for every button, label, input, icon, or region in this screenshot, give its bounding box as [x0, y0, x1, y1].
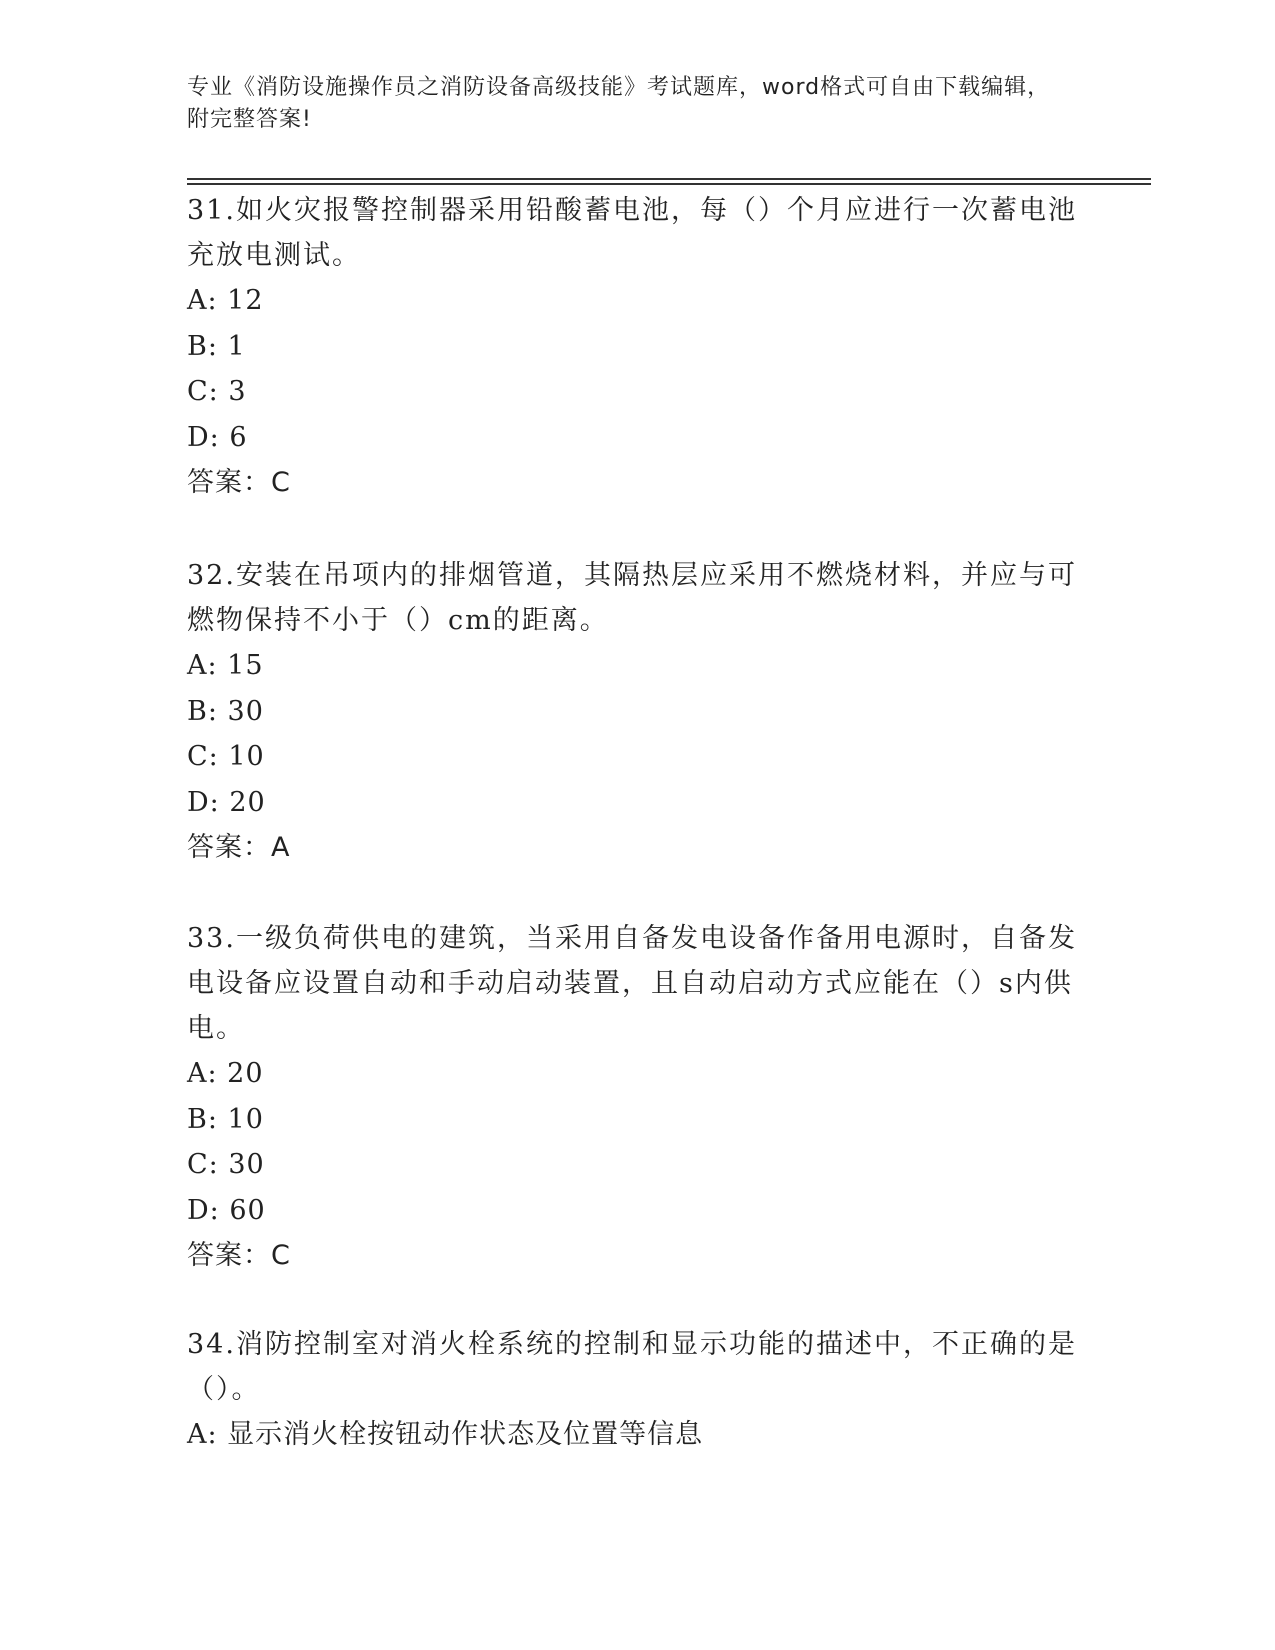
option-a: A: 12 [187, 285, 264, 316]
option-b: B: 10 [187, 1103, 264, 1135]
question-34 [187, 1322, 1087, 1458]
question-31 [187, 188, 1087, 505]
question-stem: 32.安装在吊项内的排烟管道，其隔热层应采用不燃烧材料，并应与可燃物保持不小于（）cm的距离。 [187, 560, 1077, 636]
option-d: D: 6 [187, 421, 248, 453]
question-answer: 答案：C [187, 1240, 291, 1271]
option-d: D: 20 [187, 786, 266, 818]
question-stem: 34.消防控制室对消火栓系统的控制和显示功能的描述中，不正确的是（）。 [187, 1329, 1077, 1405]
option-c: C: 30 [187, 1149, 265, 1180]
option-b: B: 30 [187, 695, 264, 727]
question-answer: 答案：C [187, 467, 291, 498]
document-header: 专业《消防设施操作员之消防设备高级技能》考试题库，word格式可自由下载编辑，附完整答案! [187, 75, 1051, 132]
question-answer: 答案：A [187, 832, 291, 863]
header-divider-bottom [187, 183, 1151, 185]
option-a: A: 显示消火栓按钮动作状态及位置等信息 [187, 1419, 704, 1450]
question-32 [187, 553, 1087, 870]
option-d: D: 60 [187, 1194, 266, 1226]
question-stem: 31.如火灾报警控制器采用铅酸蓄电池，每（）个月应进行一次蓄电池充放电测试。 [187, 195, 1077, 271]
option-a: A: 15 [187, 650, 264, 681]
option-c: C: 3 [187, 376, 247, 407]
option-b: B: 1 [187, 330, 246, 362]
question-33 [187, 916, 1087, 1278]
option-a: A: 20 [187, 1058, 264, 1089]
question-stem: 33.一级负荷供电的建筑，当采用自备发电设备作备用电源时，自备发电设备应设置自动和手动启动装置，且自动启动方式应能在（）s内供电。 [187, 923, 1077, 1044]
header-divider-top [187, 178, 1151, 180]
option-c: C: 10 [187, 741, 265, 772]
